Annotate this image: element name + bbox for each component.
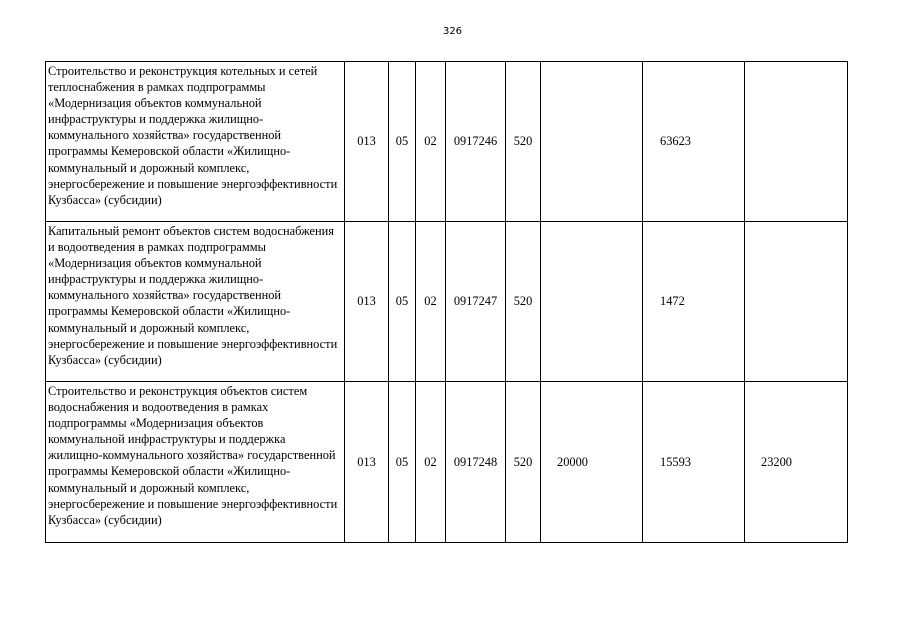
- amount-year1: 1472: [643, 222, 745, 382]
- subsection-code: 02: [416, 62, 446, 222]
- amount-plan: 20000: [541, 382, 643, 543]
- row-description: Капитальный ремонт объектов систем водоснабжения и водоотведения в рамках подпрограммы «Модернизация объектов коммунальной инфраструктуры и поддержка жилищно-коммунального хозяйства» государственной программы Кемеровской области «Жилищно-коммунальный и дорожный комплекс, энергосбережение и повышение энергоэффективности Кузбасса» (субсидии): [46, 222, 345, 382]
- row-description: Строительство и реконструкция объектов систем водоснабжения и водоотведения в рамках подпрограммы «Модернизация объектов коммунальной инфраструктуры и поддержка жилищно-коммунального хозяйства» государственной программы Кемеровской области «Жилищно-коммунальный и дорожный комплекс, энергосбережение и повышение энергоэффективности Кузбасса» (субсидии): [46, 382, 345, 543]
- expense-type-code: 520: [506, 222, 541, 382]
- expense-type-code: 520: [506, 382, 541, 543]
- amount-year2: [745, 222, 848, 382]
- amount-year2: 23200: [745, 382, 848, 543]
- amount-plan: [541, 222, 643, 382]
- section-code: 05: [389, 222, 416, 382]
- budget-table: [45, 61, 848, 543]
- table-row: [46, 222, 848, 382]
- subsection-code: 02: [416, 222, 446, 382]
- ministry-code: 013: [345, 62, 389, 222]
- ministry-code: 013: [345, 382, 389, 543]
- row-description: Строительство и реконструкция котельных и сетей теплоснабжения в рамках подпрограммы «Модернизация объектов коммунальной инфраструктуры и поддержка жилищно-коммунального хозяйства» государственной программы Кемеровской области «Жилищно-коммунальный и дорожный комплекс, энергосбережение и повышение энергоэффективности Кузбасса» (субсидии): [46, 62, 345, 222]
- expense-type-code: 520: [506, 62, 541, 222]
- amount-year1: 15593: [643, 382, 745, 543]
- amount-plan: [541, 62, 643, 222]
- target-article-code: 0917246: [446, 62, 506, 222]
- table-row: [46, 62, 848, 222]
- target-article-code: 0917248: [446, 382, 506, 543]
- ministry-code: 013: [345, 222, 389, 382]
- section-code: 05: [389, 382, 416, 543]
- section-code: 05: [389, 62, 416, 222]
- subsection-code: 02: [416, 382, 446, 543]
- page-number: 326: [442, 26, 463, 37]
- target-article-code: 0917247: [446, 222, 506, 382]
- amount-year2: [745, 62, 848, 222]
- table-row: [46, 382, 848, 543]
- amount-year1: 63623: [643, 62, 745, 222]
